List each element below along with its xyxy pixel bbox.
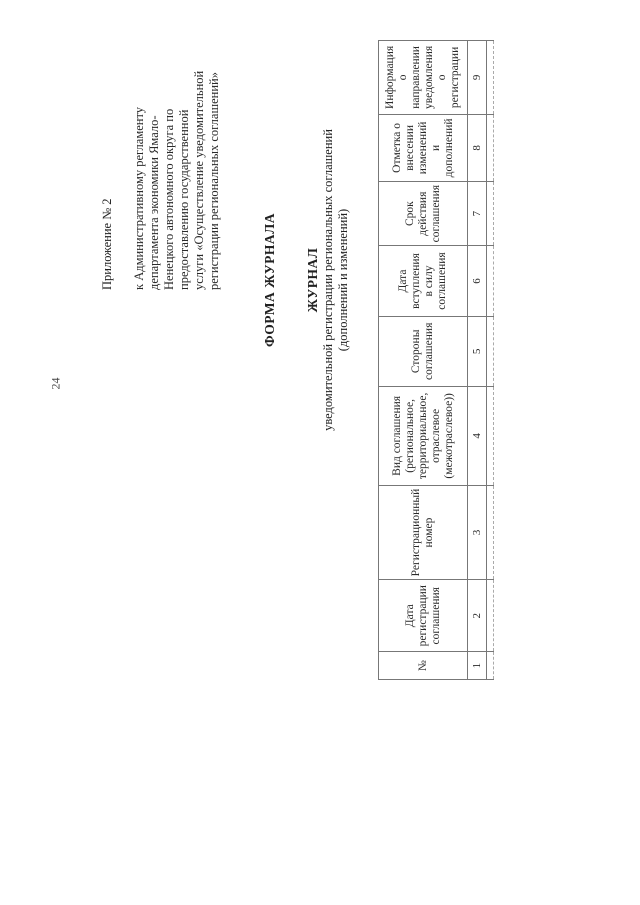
table-cell <box>487 580 494 652</box>
journal-subtitle-line: (дополнений и изменений) <box>336 208 350 352</box>
column-number: 3 <box>468 485 487 580</box>
table-cell <box>487 181 494 245</box>
table-header-row <box>379 41 468 680</box>
appendix-line: регистрации региональных соглашений» <box>207 72 221 290</box>
document-content <box>70 0 530 680</box>
appendix-line: услуги «Осуществление уведомительной <box>192 70 206 290</box>
journal-title: ЖУРНАЛ <box>305 247 320 313</box>
table-row <box>487 41 494 680</box>
column-header: Отметка о внесении изменений и дополнений <box>379 114 468 181</box>
journal-subtitle <box>321 0 351 680</box>
appendix-body <box>132 30 222 290</box>
column-header: Регистрационный номер <box>379 485 468 580</box>
column-header: Стороны соглашения <box>379 316 468 386</box>
column-number: 2 <box>468 580 487 652</box>
column-header: Срок действия соглашения <box>379 181 468 245</box>
table-cell <box>487 652 494 680</box>
journal-subtitle-line: уведомительной регистрации региональных соглашений <box>321 129 335 431</box>
appendix-line: департамента экономики Ямало- <box>147 115 161 290</box>
column-header: Дата регистрации соглашения <box>379 580 468 652</box>
column-number: 4 <box>468 386 487 485</box>
journal-table <box>378 40 494 680</box>
column-number: 8 <box>468 114 487 181</box>
column-header: Вид соглашения (региональное, территориальное, отраслевое (межотраслевое)) <box>379 386 468 485</box>
appendix-title: Приложение № 2 <box>100 198 114 290</box>
column-number: 1 <box>468 652 487 680</box>
table-cell <box>487 386 494 485</box>
table-cell <box>487 485 494 580</box>
column-number: 6 <box>468 246 487 316</box>
column-number-row <box>468 41 487 680</box>
appendix-line: к Административному регламенту <box>132 106 146 290</box>
table-cell <box>487 246 494 316</box>
column-header: Дата вступления в силу соглашения <box>379 246 468 316</box>
table-cell <box>487 41 494 115</box>
column-header: № <box>379 652 468 680</box>
appendix-line: Ненецкого автономного округа по <box>162 108 176 290</box>
table-cell <box>487 316 494 386</box>
column-number: 9 <box>468 41 487 115</box>
column-number: 5 <box>468 316 487 386</box>
form-title: ФОРМА ЖУРНАЛА <box>262 213 277 347</box>
column-number: 7 <box>468 181 487 245</box>
page-number: 24 <box>48 377 63 390</box>
table-cell <box>487 114 494 181</box>
appendix-line: предоставлению государственной <box>177 109 191 290</box>
column-header: Информация о направлении уведомления о регистрации <box>379 41 468 115</box>
